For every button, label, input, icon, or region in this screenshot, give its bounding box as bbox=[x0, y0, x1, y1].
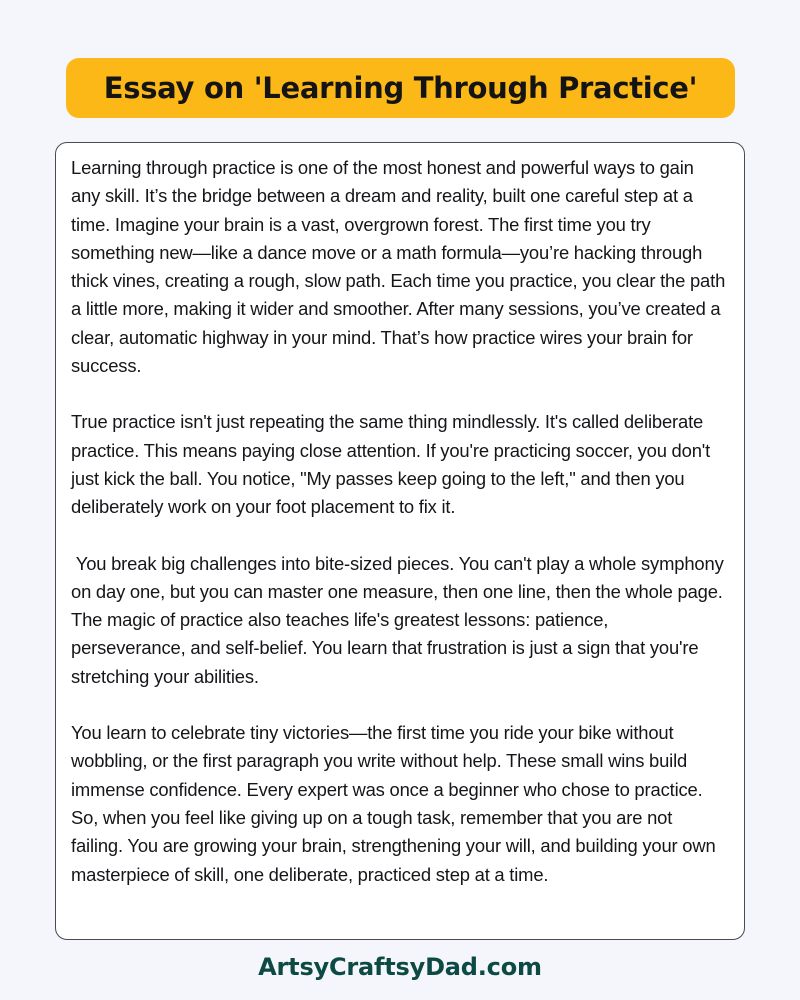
essay-card bbox=[55, 142, 745, 940]
site-brand-label: ArtsyCraftsyDad.com bbox=[258, 953, 542, 981]
essay-paragraph-3: You break big challenges into bite-sized pieces. You can't play a whole symphony on day one, but you can master one measure, then one line, then the whole page. The magic of practice also teaches life's greatest lessons: patience, perseverance, and self-belief. You learn that frustration is just a sign that you're stretching your abilities. bbox=[71, 552, 729, 687]
essay-paragraph-1: Learning through practice is one of the most honest and powerful ways to gain any skill. It’s the bridge between a dream and reality, built one careful step at a time. Imagine your brain is a vast, overgrown forest. The first time you try something new—like a dance move or a math formula—you’re hacking through thick vines, creating a rough, slow path. Each time you practice, you clear the path a little more, making it wider and smoother. After many sessions, you’ve created a clear, automatic highway in your mind. That’s how practice wires your brain for success. bbox=[71, 157, 730, 377]
essay-paragraph-4: You learn to celebrate tiny victories—the first time you ride your bike without wobbling, or the first paragraph you write without help. These small wins build immense confidence. Every expert was once a beginner who chose to practice. So, when you feel like giving up on a tough task, remember that you are not failing. You are growing your brain, strengthening your will, and building your own masterpiece of skill, one deliberate, practiced step at a time. bbox=[71, 722, 721, 885]
essay-body bbox=[71, 154, 730, 889]
footer bbox=[0, 955, 800, 979]
title-banner bbox=[66, 58, 735, 118]
essay-paragraph-2: True practice isn't just repeating the same thing mindlessly. It's called deliberate practice. This means paying close attention. If you're practicing soccer, you don't just kick the ball. You notice, "My passes keep going to the left," and then you deliberately work on your foot placement to fix it. bbox=[71, 411, 715, 518]
page-title: Essay on 'Learning Through Practice' bbox=[103, 70, 698, 105]
